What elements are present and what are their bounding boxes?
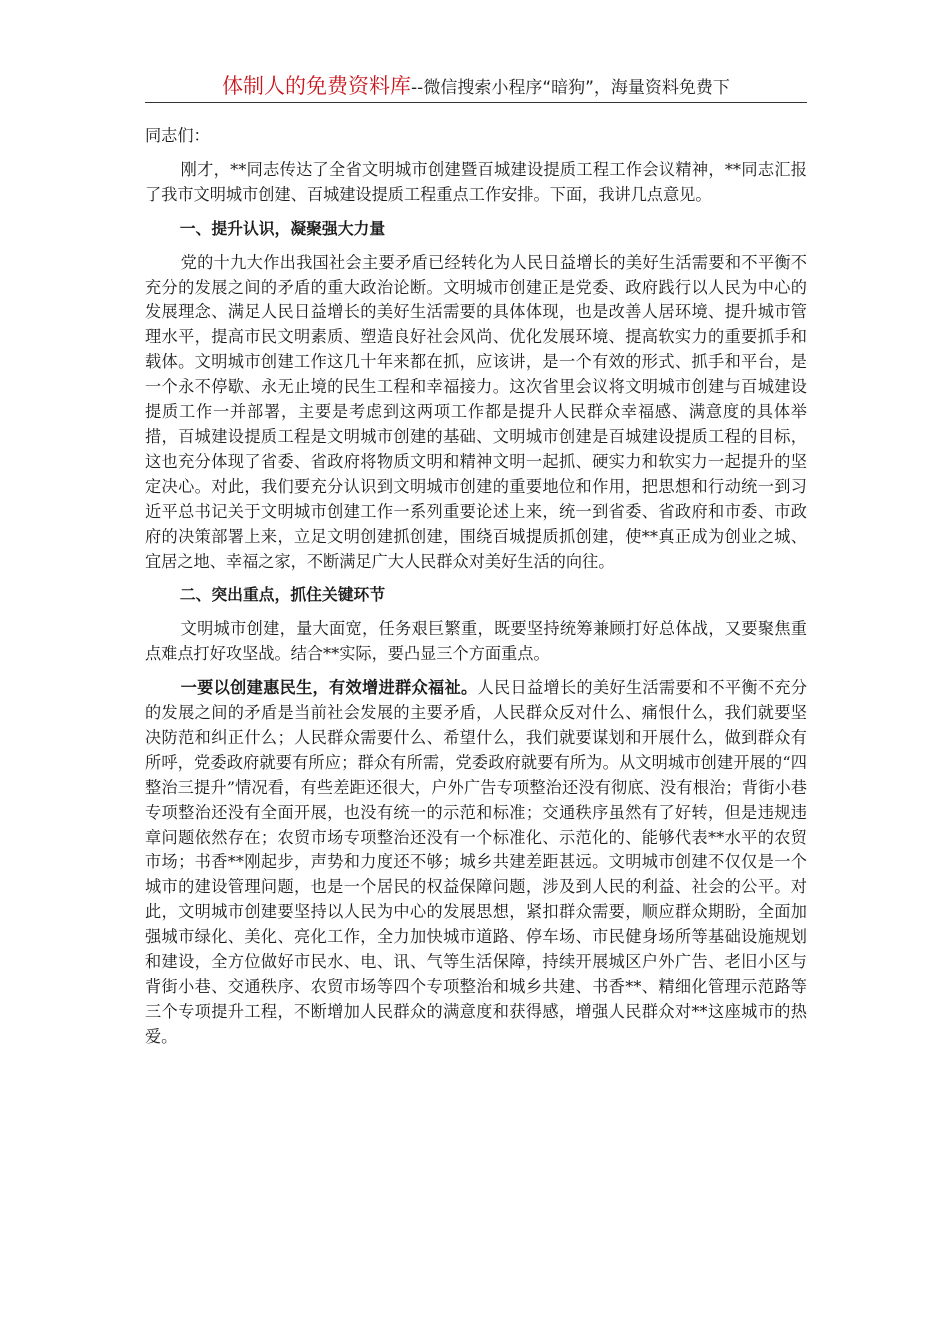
section1-heading: 一、提升认识，凝聚强大力量 [179, 218, 386, 238]
salutation: 同志们： [145, 126, 210, 145]
section1-paragraph: 党的十九大作出我国社会主要矛盾已经转化为人民日益增长的美好生活需要和不平衡不充分的发展之间的矛盾的重大政治论断。文明城市创建正是党委、政府践行以人民为中心的发展理念、满足人民日益增长的美好生活需要的具体体现，也是改善人居环境、提升城市管理水平，提高市民文明素质、塑造良好社会风尚、优化发展环境、提高软实力的重要抓手和载体。文明城市创建工作这几十年来都在抓，应该讲，是一个有效的形式、抓手和平台，是一个永不停歇、永无止境的民生工程和幸福接力。这次省里会议将文明城市创建与百城建设提质工作一并部署，主要是考虑到这两项工作都是提升人民群众幸福感、满意度的具体举措，百城建设提质工程是文明城市创建的基础、文明城市创建是百城建设提质工程的目标，这也充分体现了省委、省政府将物质文明和精神文明一起抓、硬实力和软实力一起提升的坚定决心。对此，我们要充分认识到文明城市创建的重要地位和作用，把思想和行动统一到习近平总书记关于文明城市创建工作一系列重要论述上来，统一到省委、省政府和市委、市政府的决策部署上来，立足文明创建抓创建，围绕百城提质抓创建，使**真正成为创业之城、宜居之地、幸福之家，不断满足广大人民群众对美好生活的向往。 [145, 252, 807, 571]
point1-paragraph [145, 676, 807, 1050]
header-slogan: --微信搜索小程序“暗狗”，海量资料免费下 [411, 78, 730, 98]
intro-paragraph: 刚才，**同志传达了全省文明城市创建暨百城建设提质工程工作会议精神，**同志汇报了我市文明城市创建、百城建设提质工程重点工作安排。下面，我讲几点意见。 [145, 159, 807, 204]
point1-body: 人民日益增长的美好生活需要和不平衡不充分的发展之间的矛盾是当前社会发展的主要矛盾，人民群众反对什么、痛恨什么，我们就要坚决防范和纠正什么；人民群众需要什么、希望什么，我们就要谋划和开展什么，做到群众有所呼，党委政府就要有所应；群众有所需，党委政府就要有所为。从文明城市创建开展的“四整治三提升”情况看，有些差距还很大，户外广告专项整治还没有彻底、没有根治；背街小巷专项整治还没有全面开展，也没有统一的示范和标准；交通秩序虽然有了好转，但是违规违章问题依然存在；农贸市场专项整治还没有一个标准化、示范化的、能够代表**水平的农贸市场；书香**刚起步，声势和力度还不够；城乡共建差距甚远。文明城市创建不仅仅是一个城市的建设管理问题，也是一个居民的权益保障问题，涉及到人民的利益、社会的公平。对此，文明城市创建要坚持以人民为中心的发展思想，紧扣群众需要，顺应群众期盼，全面加强城市绿化、美化、亮化工作，全力加快城市道路、停车场、市民健身场所等基础设施规划和建设，全方位做好市民水、电、讯、气等生活保障，持续开展城区户外广告、老旧小区与背街小巷、交通秩序、农贸市场等四个专项整治和城乡共建、书香**、精细化管理示范路等三个专项提升工程，不断增加人民群众的满意度和获得感，增强人民群众对**这座城市的热爱。 [145, 678, 808, 1046]
section2-heading: 二、突出重点，抓住关键环节 [179, 585, 386, 605]
section2-paragraph: 文明城市创建，量大面宽，任务艰巨繁重，既要坚持统筹兼顾打好总体战，又要聚焦重点难点打好攻坚战。结合**实际，要凸显三个方面重点。 [145, 619, 807, 664]
point1-lead: 一要以创建惠民生，有效增进群众福祉。 [180, 678, 478, 698]
header-brand: 体制人的免费资料库 [222, 74, 412, 98]
document-body [145, 124, 807, 1059]
page-header [145, 70, 807, 103]
